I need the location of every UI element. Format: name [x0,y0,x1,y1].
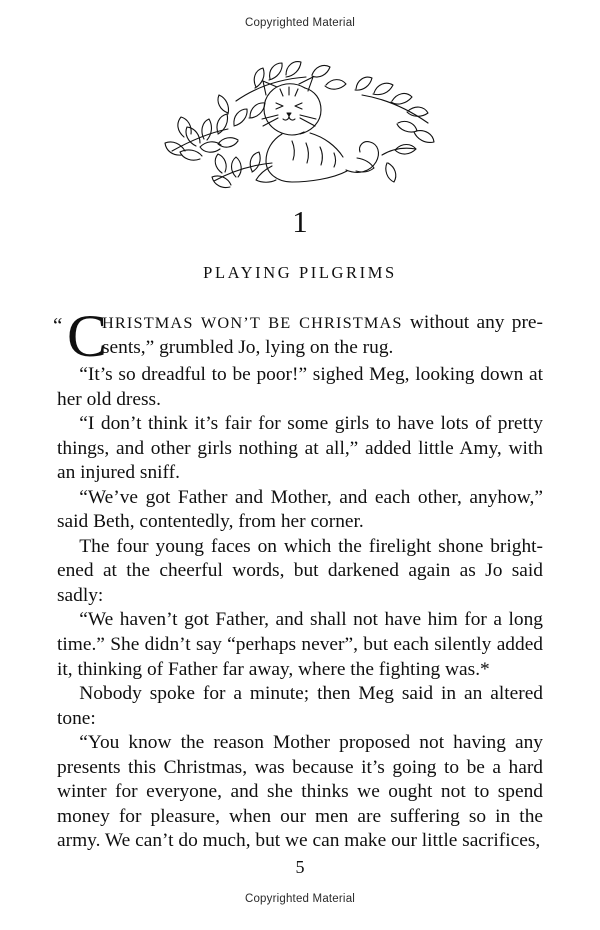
chapter-number: 1 [292,204,308,239]
paragraph: “We haven’t got Father, and shall not have him for a long time.” She didn’t say “perhaps never”, but each silently added it, thinking of Father far away, where the fighting was.* [57,609,543,680]
first-paragraph [53,303,543,369]
chapter-title: PLAYING PILGRIMS [203,263,397,282]
watermark-top: Copyrighted Material [244,17,356,29]
first-paragraph-rest: without any pre-sents,” grumbled Jo, lying on the rug. [102,312,543,358]
cat-in-foliage-illustration [160,51,440,196]
open-quote: “ [53,313,63,337]
paragraph: The four young faces on which the firelight shone bright-ened at the cheerful words, but darkened again as Jo said sadly: [57,535,543,606]
small-caps-opening: HRISTMAS WON’T BE CHRISTMAS [102,313,403,332]
dropcap-group [53,303,108,369]
dropcap-letter: C [67,303,108,369]
chapter-body [53,303,543,854]
paragraph: “You know the reason Mother proposed not having any presents this Christmas, was because it’s going to be a hard winter for everyone, and she thinks we ought not to spend money for pleasure, when our men are suffering so in the army. We can’t do much, but we can make our little sacrifices, [57,732,543,852]
paragraph: “It’s so dreadful to be poor!” sighed Meg, looking down at her old dress. [57,364,543,410]
watermark-bottom: Copyrighted Material [244,893,356,905]
paragraph: “We’ve got Father and Mother, and each other, anyhow,” said Beth, contentedly, from her corner. [57,486,543,533]
paragraph: “I don’t think it’s fair for some girls to have lots of pretty things, and other girls nothing at all,” added little Amy, with an injured sniff. [57,413,543,484]
page-number: 5 [295,857,305,877]
paragraph: Nobody spoke for a minute; then Meg said in an altered tone: [57,683,543,729]
